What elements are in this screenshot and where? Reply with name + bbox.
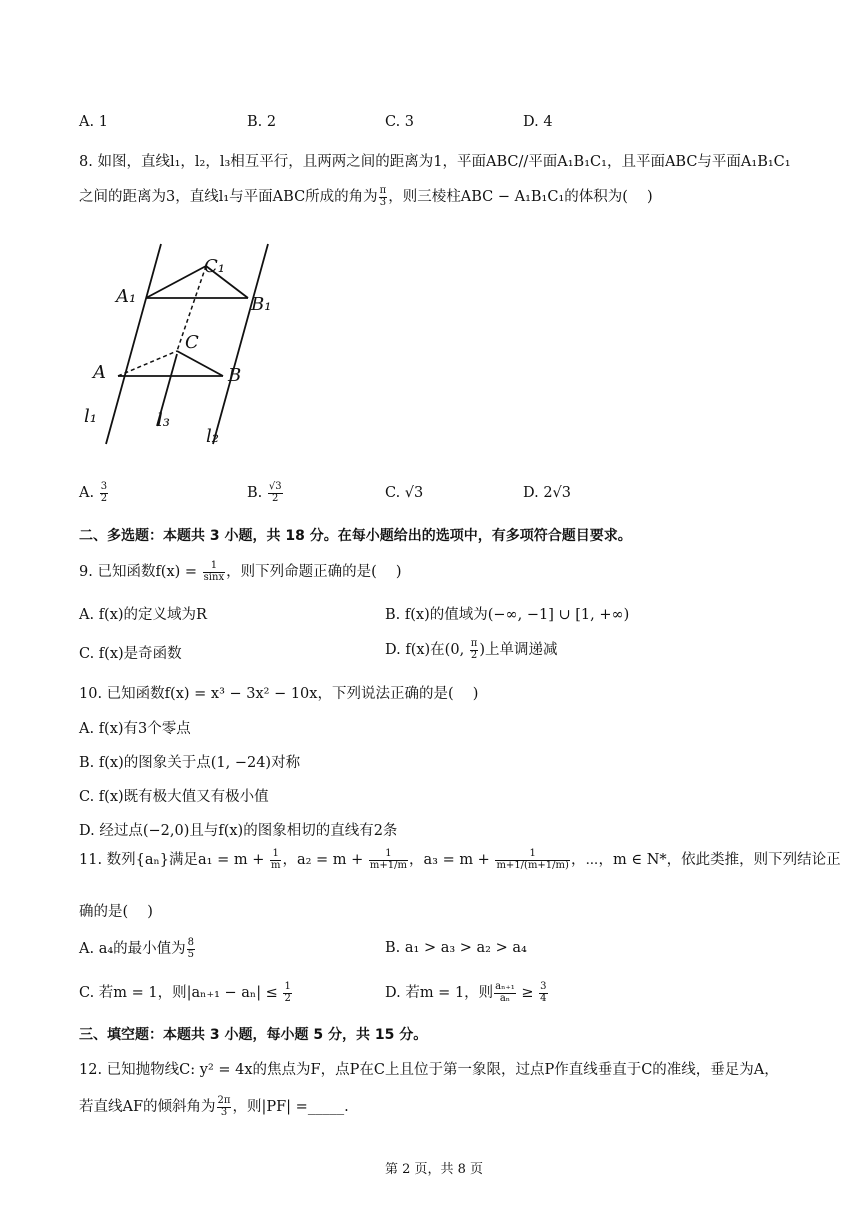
q11-stem-line2: 确的是( ) <box>79 904 153 920</box>
q10-stem: 10. 已知函数f(x) = x³ − 3x² − 10x，下列说法正确的是( ) <box>79 686 479 702</box>
q12-stem-line2: 若直线AF的倾斜角为 $\frac{2\pi}{3}$ ，则|PF| =_____. <box>79 1095 349 1118</box>
label-c: C <box>185 332 199 353</box>
q8-stem-line1: 8. 如图，直线l₁，l₂，l₃相互平行，且两两之间的距离为1，平面ABC//平面A₁B₁C₁，且平面ABC与平面A₁B₁C₁ <box>79 154 791 170</box>
q11-stem-line1: 11. 数列{aₙ}满足a₁ = m + $\frac{1}{m}$ ，a₂ = m + $\frac{1}{m+1/m}$ ，a₃ = m + $\frac{1}{m+1/(m+1/m)}$ ，⋯，m ∈ N*，依此类推，则下列结论正 <box>79 848 841 871</box>
q11-option-b: B. a₁ > a₃ > a₂ > a₄ <box>385 940 527 956</box>
edge-ac-hidden <box>118 351 177 376</box>
label-a1: A₁ <box>116 286 137 307</box>
q9-option-a: A. f(x)的定义域为R <box>79 607 207 623</box>
q7-option-a: A. 1 <box>79 114 108 130</box>
q8-option-b: B. $\frac{√3}{2}$ <box>247 481 282 504</box>
q8-option-c: C. √3 <box>385 485 424 501</box>
q7-option-d: D. 4 <box>523 114 553 130</box>
q8-option-a: A. $\frac{3}{2}$ <box>79 481 108 504</box>
section3-heading: 三、填空题：本题共 3 小题，每小题 5 分，共 15 分。 <box>79 1027 428 1043</box>
q10-option-d: D. 经过点(−2,0)且与f(x)的图象相切的直线有2条 <box>79 823 398 839</box>
q10-option-b: B. f(x)的图象关于点(1, −24)对称 <box>79 755 301 771</box>
edge-cb <box>177 351 223 376</box>
page-footer: 第 2 页，共 8 页 <box>384 1162 484 1177</box>
q11-option-d: D. 若m = 1，则 $\frac{\text{aₙ₊₁}}{\text{aₙ}}$ ≥ $\frac{3}{4}$ <box>385 981 547 1004</box>
q9-option-d: D. f(x)在(0, $\frac{\pi}{2}$ )上单调递减 <box>385 638 558 661</box>
q8-option-d: D. 2√3 <box>523 485 572 501</box>
q10-option-c: C. f(x)既有极大值又有极小值 <box>79 789 269 805</box>
label-b: B <box>228 365 242 386</box>
q7-option-c: C. 3 <box>385 114 415 130</box>
q9-option-b: B. f(x)的值域为(−∞, −1] ∪ [1, +∞) <box>385 607 630 623</box>
label-l1: l₁ <box>84 406 97 427</box>
label-l2: l₂ <box>206 426 219 447</box>
prism-figure <box>78 236 288 451</box>
section2-heading: 二、多选题：本题共 3 小题，共 18 分。在每小题给出的选项中，有多项符合题目要求。 <box>79 528 632 544</box>
line-l1 <box>106 244 161 444</box>
q9-option-c: C. f(x)是奇函数 <box>79 646 182 662</box>
q11-option-c: C. 若m = 1，则|aₙ₊₁ − aₙ| ≤ $\frac{1}{2}$ <box>79 981 291 1004</box>
label-c1: C₁ <box>204 256 225 277</box>
q8-angle-fraction: $\frac{\pi}{3}$ <box>379 185 387 208</box>
q8-stem-line2: 之间的距离为3，直线l₁与平面ABC所成的角为 $\frac{\pi}{3}$ ，则三棱柱ABC − A₁B₁C₁的体积为( ) <box>79 185 653 208</box>
q10-option-a: A. f(x)有3个零点 <box>79 721 191 737</box>
label-l3: l₃ <box>157 410 170 431</box>
label-b1: B₁ <box>251 294 272 315</box>
q11-option-a: A. a₄的最小值为 $\frac{8}{5}$ <box>79 937 195 960</box>
q12-stem-line1: 12. 已知抛物线C: y² = 4x的焦点为F，点P在C上且位于第一象限，过点P作直线垂直于C的准线，垂足为A， <box>79 1062 779 1078</box>
q9-stem: 9. 已知函数f(x) = $\frac{1}{\sin x}$ ，则下列命题正确的是( ) <box>79 560 402 583</box>
q7-option-b: B. 2 <box>247 114 277 130</box>
label-a: A <box>93 362 106 383</box>
